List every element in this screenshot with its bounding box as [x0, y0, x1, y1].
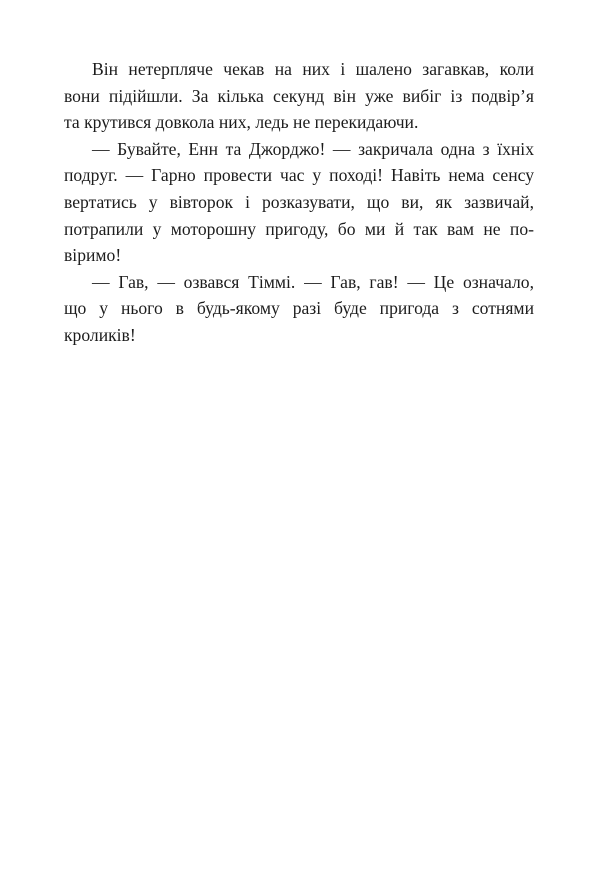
body-text [64, 56, 534, 349]
paragraph [64, 56, 534, 136]
text-line: вони підійшли. За кілька секунд він уже вибіг із подвір’я [64, 85, 534, 106]
text-line: що у нього в будь-якому разі буде пригода з сотнями [64, 298, 534, 319]
paragraph [64, 269, 534, 349]
text-line: та крутився довкола них, ледь не перекидаючи. [64, 112, 419, 133]
text-line: подруг. — Гарно провести час у поході! Навіть нема сенсу [64, 165, 534, 186]
text-line: вертатись у вівторок і розказувати, що ви, як зазвичай, [64, 191, 534, 212]
text-line: кроликів! [64, 324, 136, 345]
text-line: — Гав, — озвався Тіммі. — Гав, гав! — Це означало, [92, 271, 534, 292]
text-line: віримо! [64, 245, 122, 266]
text-line: Він нетерпляче чекав на них і шалено загавкав, коли [92, 59, 534, 79]
text-line: потрапили у моторошну пригоду, бо ми й так вам не по- [64, 218, 534, 239]
text-line: — Бувайте, Енн та Джорджо! — закричала одна з їхніх [92, 138, 534, 159]
paragraph [64, 136, 534, 269]
